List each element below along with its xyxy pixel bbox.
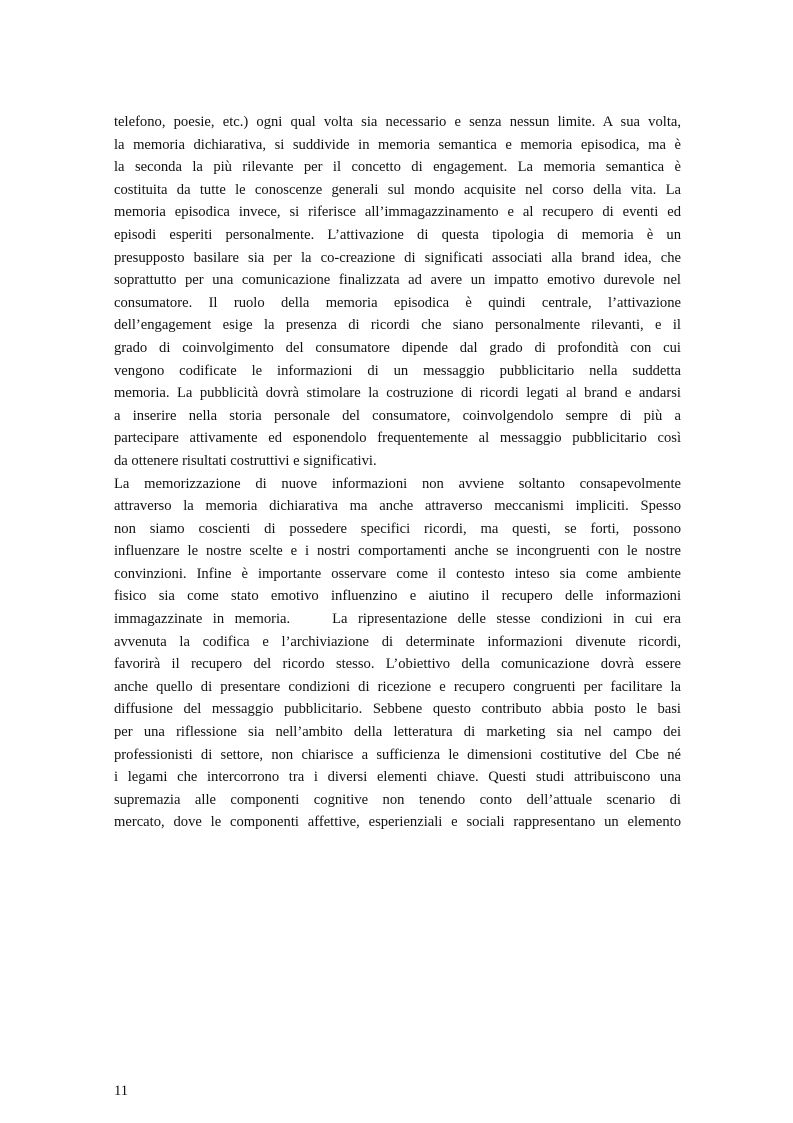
text-line: attraverso la memoria dichiarativa ma anche attraverso meccanismi impliciti. Spesso [114,498,681,515]
text-line: memoria episodica invece, si riferisce all’immagazzinamento e al recupero di eventi ed [114,204,681,221]
text-line: influenzare le nostre scelte e i nostri comportamenti anche se incongruenti con le nostre [114,543,681,560]
text-line: avvenuta la codifica e l’archiviazione di determinate informazioni divenute ricordi, [114,633,681,650]
text-line: soprattutto per una comunicazione finalizzata ad avere un impatto emotivo durevole nel [114,272,681,289]
text-line: presupposto basilare sia per la co-creazione di significati associati alla brand idea, che [114,249,681,266]
text-line: immagazzinate in memoria. La ripresentazione delle stesse condizioni in cui era [114,611,681,628]
text-line: favorirà il recupero del ricordo stesso. L’obiettivo della comunicazione dovrà essere [114,656,681,673]
text-line: consumatore. Il ruolo della memoria episodica è quindi centrale, l’attivazione [114,294,681,311]
text-line: memoria. La pubblicità dovrà stimolare la costruzione di ricordi legati al brand e andarsi [114,385,681,402]
page-number: 11 [114,1083,129,1099]
text-line: mercato, dove le componenti affettive, esperienziali e sociali rappresentano un elemento [114,814,681,831]
text-line: dell’engagement esige la presenza di ricordi che siano personalmente rilevanti, e il [114,317,681,334]
text-line: partecipare attivamente ed esponendolo frequentemente al messaggio pubblicitario così [114,430,681,447]
text-line: a inserire nella storia personale del consumatore, coinvolgendolo sempre di più a [114,407,681,424]
text-line: La memorizzazione di nuove informazioni non avviene soltanto consapevolmente [114,475,681,492]
text-line: episodi esperiti personalmente. L’attivazione di questa tipologia di memoria è un [114,226,681,243]
paragraph-1 [114,111,681,473]
text-line: professionisti di settore, non chiarisce a sufficienza le dimensioni costitutive del Cbe né [114,746,681,763]
text-line: costituita da tutte le conoscenze generali sul mondo acquisite nel corso della vita. La [114,181,681,198]
body-text [114,111,681,834]
text-line: vengono codificate le informazioni di un messaggio pubblicitario nella suddetta [114,362,681,379]
text-line: grado di coinvolgimento del consumatore dipende dal grado di profondità con cui [114,339,681,356]
text-line: i legami che intercorrono tra i diversi elementi chiave. Questi studi attribuiscono una [114,769,681,786]
text-line: convinzioni. Infine è importante osservare come il contesto inteso sia come ambiente [114,565,681,582]
text-line: supremazia alle componenti cognitive non tenendo conto dell’attuale scenario di [114,791,681,808]
paragraph-2 [114,473,681,835]
text-line: diffusione del messaggio pubblicitario. Sebbene questo contributo abbia posto le basi [114,701,681,718]
text-line: da ottenere risultati costruttivi e significativi. [114,452,377,469]
text-line: telefono, poesie, etc.) ogni qual volta sia necessario e senza nessun limite. A sua volta, [114,114,681,130]
text-line: non siamo coscienti di possedere specifici ricordi, ma questi, se forti, possono [114,520,681,537]
text-line: fisico sia come stato emotivo influenzino e aiutino il recupero delle informazioni [114,588,681,605]
text-line: la seconda la più rilevante per il concetto di engagement. La memoria semantica è [114,159,681,176]
text-line: anche quello di presentare condizioni di ricezione e recupero congruenti per facilitare la [114,678,681,695]
text-line: per una riflessione sia nell’ambito della letteratura di marketing sia nel campo dei [114,724,681,741]
text-line: la memoria dichiarativa, si suddivide in memoria semantica e memoria episodica, ma è [114,136,681,153]
